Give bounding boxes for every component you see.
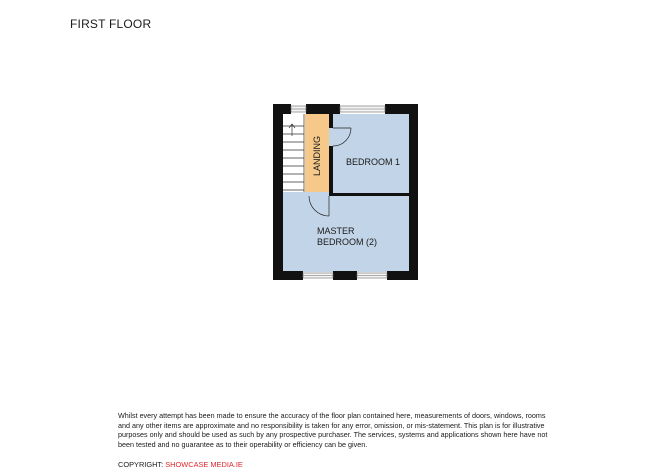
copyright-brand: SHOWCASE MEDIA.IE [165,460,243,469]
master-bedroom-label-line1: MASTER [317,226,355,236]
copyright-line [118,460,243,469]
copyright-label: COPYRIGHT: [118,460,164,469]
disclaimer-text: Whilst every attempt has been made to ensure the accuracy of the floor plan contained here, measurements of doors, windows, rooms and any other items are approximate and no responsibility is taken for any error, omission, or mis-statement. This plan is for illustrative purposes only and should be used as such by any prospective purchaser. The services, systems and applications shown here have not been tested and no guarantee as to their operability or efficiency can be given. [118,411,548,449]
landing-label: LANDING [312,135,322,176]
bedroom-1-label: BEDROOM 1 [346,157,401,167]
floor-title: FIRST FLOOR [70,17,152,31]
bedroom-1-area [329,114,409,194]
master-bedroom-label-line2: BEDROOM (2) [317,237,378,247]
